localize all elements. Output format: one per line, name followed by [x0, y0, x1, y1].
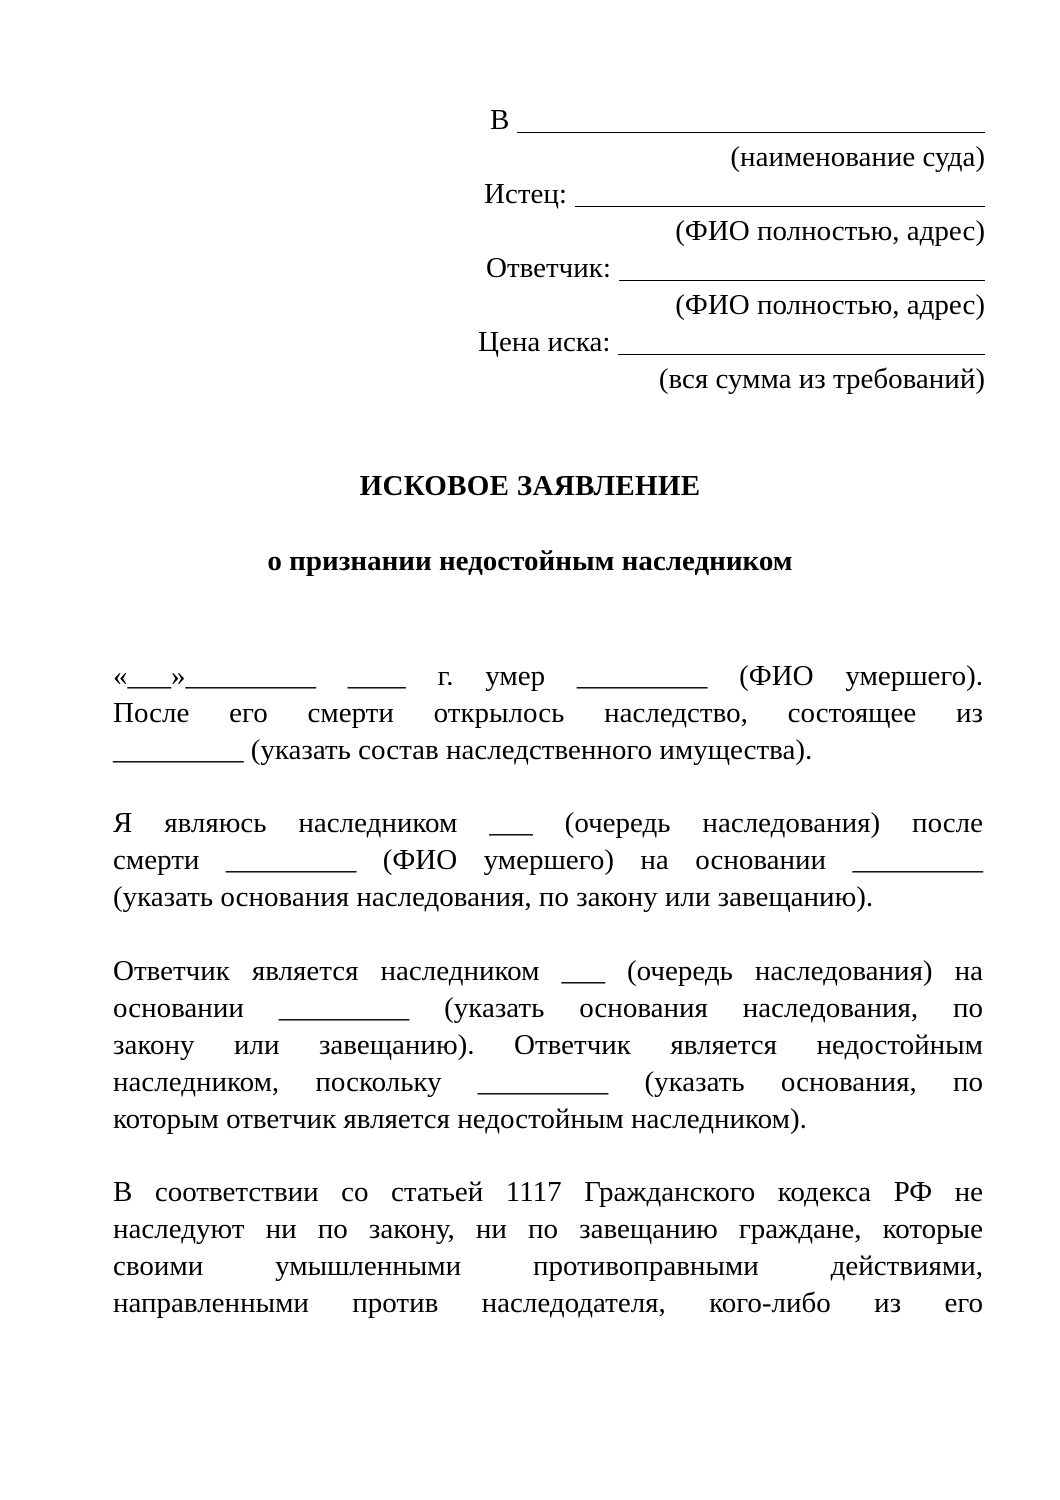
paragraph-line: «___»_________ ____ г. умер _________ (ФИО умершего). — [113, 660, 983, 692]
paragraph-plaintiff-heir — [113, 805, 983, 916]
paragraph-line: Я являюсь наследником ___ (очередь наследования) после — [113, 807, 983, 839]
claim-price-label: Цена иска: — [478, 326, 611, 358]
document-title: ИСКОВОЕ ЗАЯВЛЕНИЕ — [359, 470, 701, 502]
claim-price-hint: (вся сумма из требований) — [658, 363, 985, 395]
paragraph-line: наследуют ни по закону, ни по завещанию граждане, которые — [113, 1213, 983, 1245]
paragraph-legal-basis — [113, 1174, 983, 1322]
paragraph-line: После его смерти открылось наследство, состоящее из — [113, 697, 983, 729]
paragraph-line: закону или завещанию). Ответчик является недостойным — [113, 1029, 983, 1061]
paragraph-line: (указать основания наследования, по закону или завещанию). — [113, 881, 874, 913]
paragraph-line: своими умышленными противоправными действиями, — [113, 1250, 983, 1282]
plaintiff-hint: (ФИО полностью, адрес) — [675, 215, 985, 247]
plaintiff-blank-line — [575, 179, 985, 207]
paragraph-line: Ответчик является наследником ___ (очередь наследования) на — [113, 955, 983, 987]
plaintiff-row — [484, 176, 985, 213]
claim-price-row — [478, 324, 985, 361]
paragraph-line: наследником, поскольку _________ (указать основания, по — [113, 1066, 983, 1098]
court-row — [490, 102, 985, 139]
paragraph-death-and-estate — [113, 658, 983, 769]
document-subtitle: о признании недостойным наследником — [267, 545, 793, 577]
paragraph-line: смерти _________ (ФИО умершего) на основании _________ — [113, 844, 983, 876]
paragraph-defendant-unworthy — [113, 953, 983, 1138]
defendant-label: Ответчик: — [486, 252, 611, 284]
paragraph-line: _________ (указать состав наследственного имущества). — [113, 734, 813, 766]
claim-price-blank-line — [618, 327, 985, 355]
paragraph-line: основании _________ (указать основания наследования, по — [113, 992, 983, 1024]
paragraph-line: направленными против наследодателя, кого-либо из его — [113, 1287, 983, 1319]
court-prefix: В — [490, 104, 510, 136]
court-hint: (наименование суда) — [730, 141, 985, 173]
addressee-block — [470, 102, 985, 398]
defendant-hint: (ФИО полностью, адрес) — [675, 289, 985, 321]
court-blank-line — [517, 105, 985, 133]
paragraph-line: которым ответчик является недостойным наследником). — [113, 1103, 807, 1135]
plaintiff-label: Истец: — [484, 178, 567, 210]
paragraph-line: В соответствии со статьей 1117 Гражданского кодекса РФ не — [113, 1176, 983, 1208]
defendant-blank-line — [619, 253, 985, 281]
defendant-row — [486, 250, 985, 287]
